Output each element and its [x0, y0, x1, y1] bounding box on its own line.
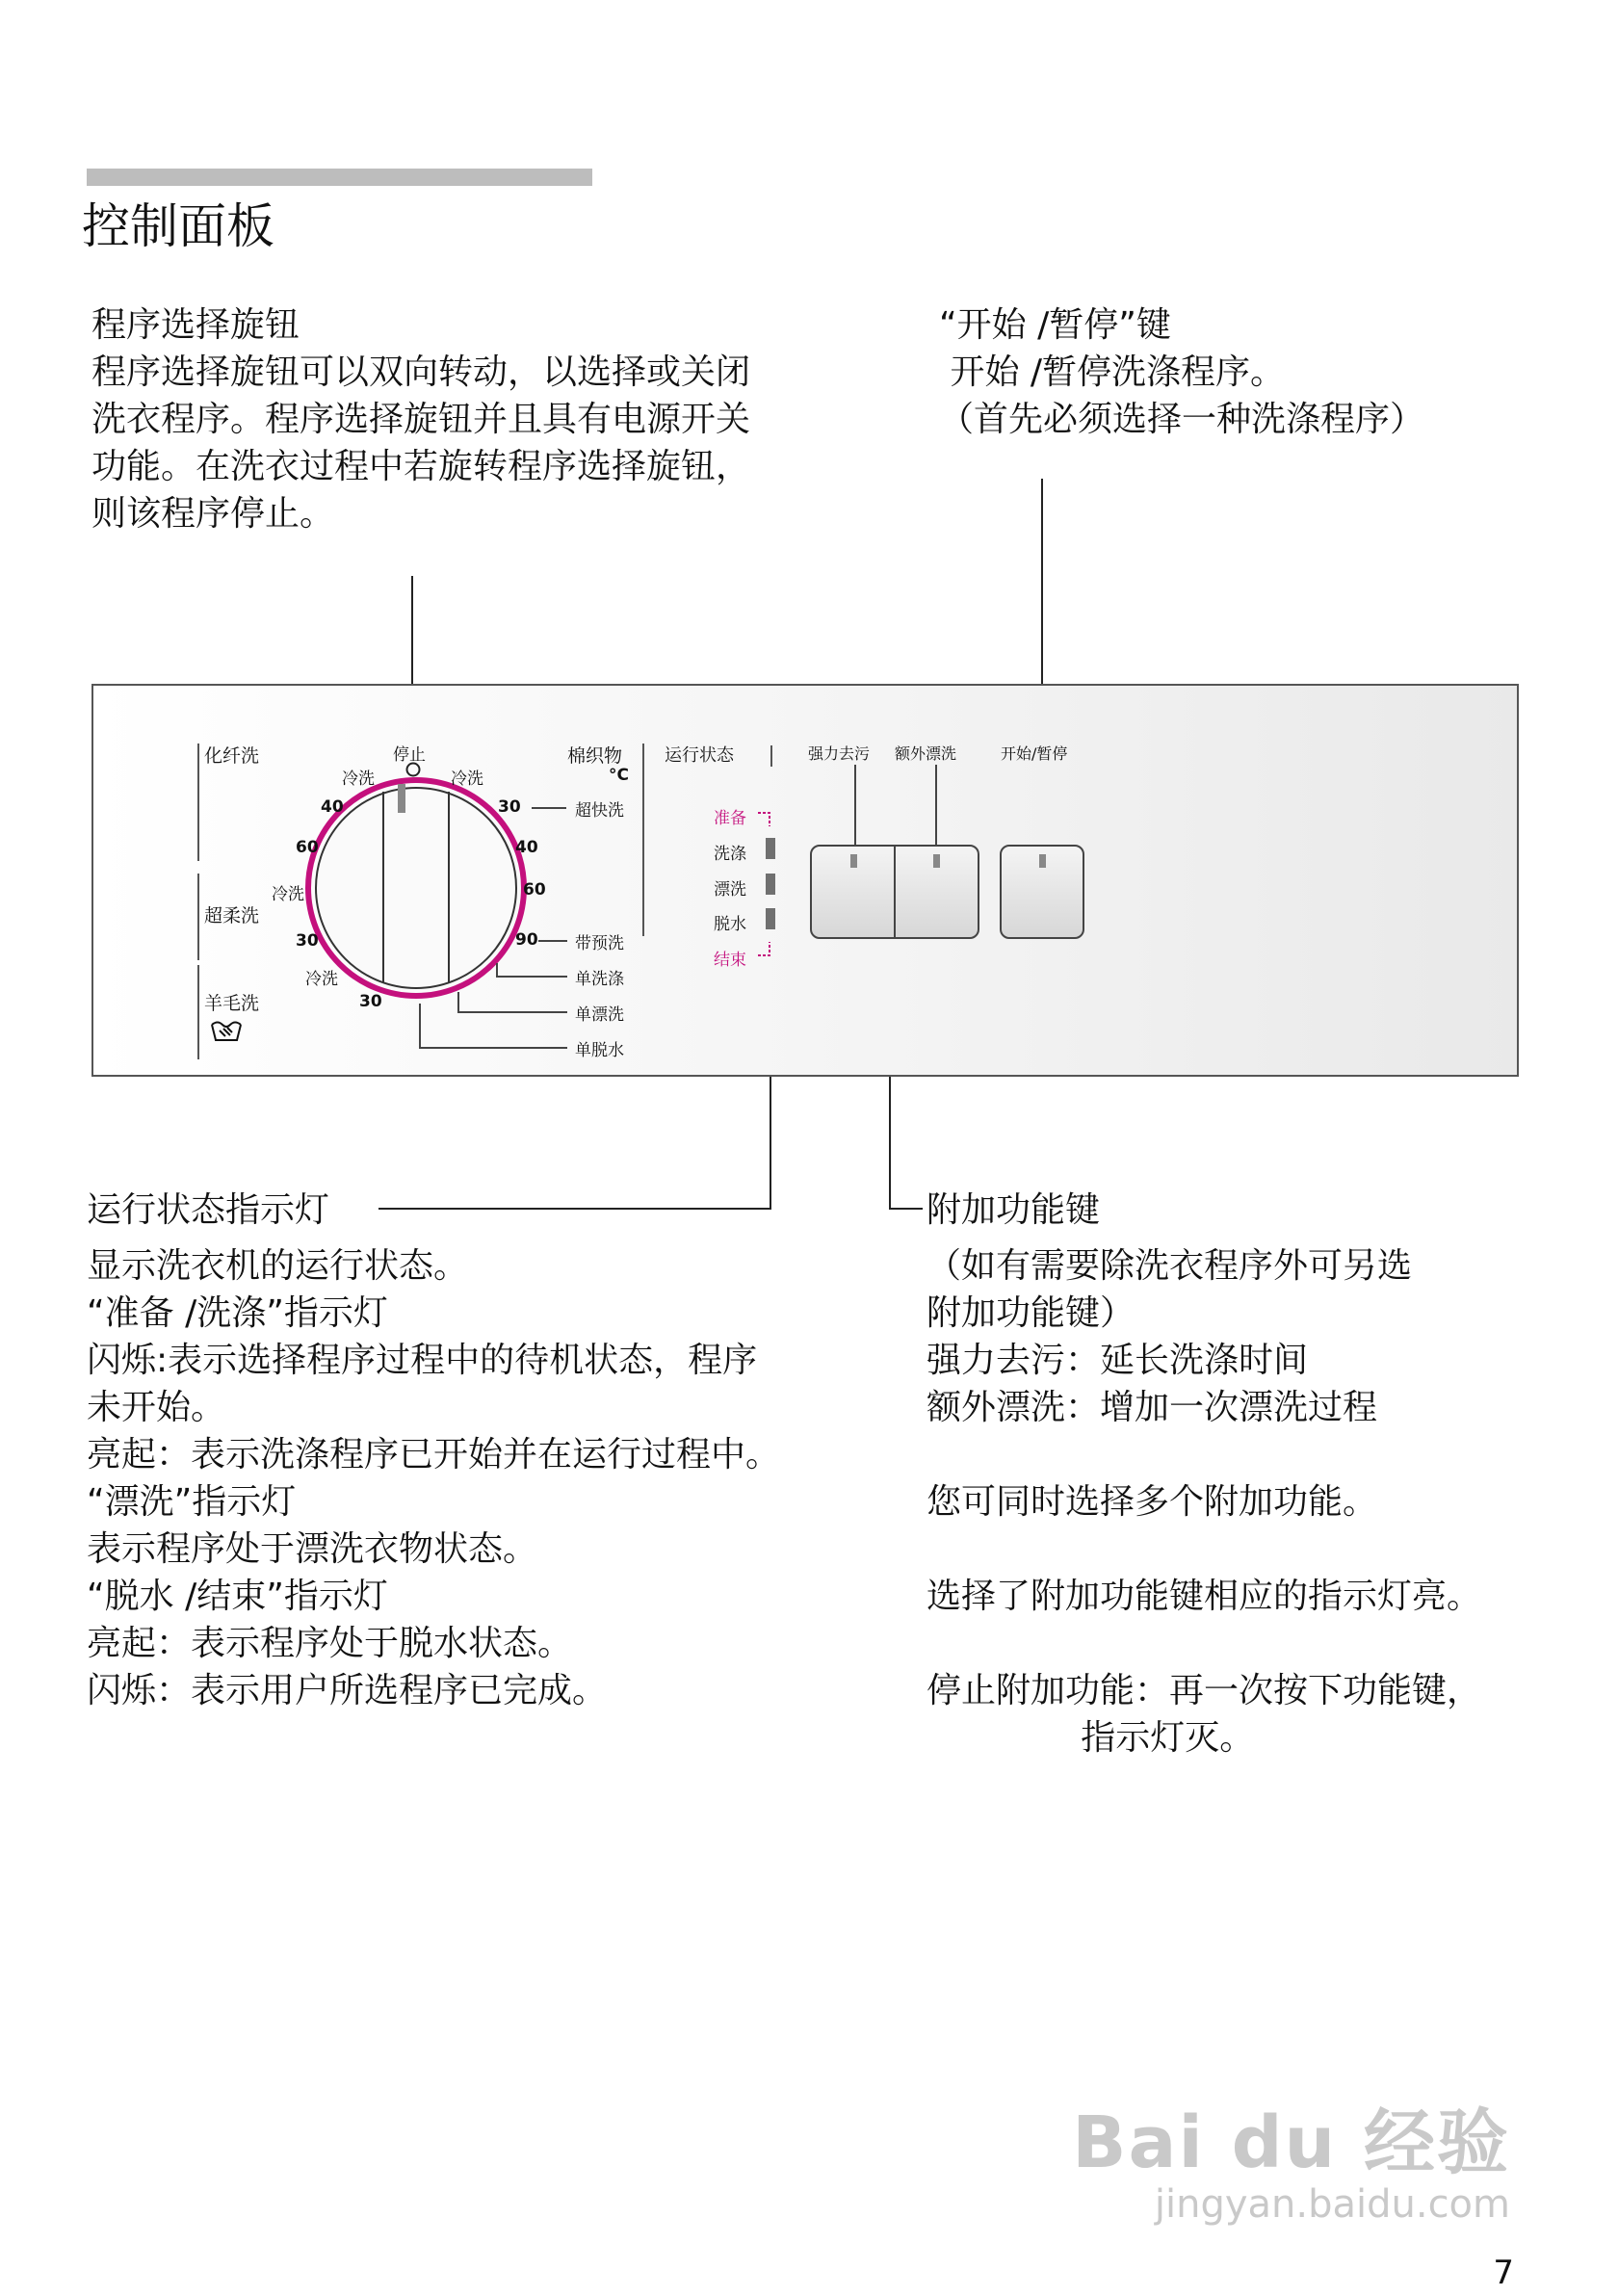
panel-divider	[642, 744, 644, 936]
status-indicator-line: 未开始。	[87, 1388, 226, 1427]
program-knob-line: 程序选择旋钮可以双向转动，以选择或关闭	[91, 352, 751, 392]
status-spin-label: 脱水	[714, 915, 746, 934]
program-knob-line: 洗衣程序。程序选择旋钮并且具有电源开关	[91, 400, 751, 439]
button-leader-line	[854, 765, 856, 853]
leader-line	[532, 807, 566, 809]
extra-function-line: 您可同时选择多个附加功能。	[926, 1482, 1378, 1522]
status-indicator-line: 显示洗衣机的运行状态。	[87, 1246, 469, 1286]
status-indicator-line: 闪烁:表示选择程序过程中的待机状态，程序	[87, 1341, 758, 1380]
page-number: 7	[1493, 2254, 1514, 2292]
start-pause-heading: “开始 /暂停”键	[939, 305, 1171, 345]
extra-function-line	[926, 1620, 1481, 1667]
stop-position-icon	[404, 761, 422, 778]
group-delicate: 超柔洗	[204, 905, 260, 926]
page-title: 控制面板	[82, 198, 274, 254]
start-pause-label: 开始/暂停	[1001, 744, 1068, 763]
extra-rinse-label: 额外漂洗	[895, 744, 957, 763]
button-leader-line	[935, 765, 937, 853]
status-callout-line-h	[378, 1208, 771, 1210]
status-indicator-heading: 运行状态指示灯	[87, 1190, 330, 1230]
extra-function-line: 选择了附加功能键相应的指示灯亮。	[926, 1577, 1482, 1616]
intensive-label: 强力去污	[808, 744, 871, 763]
hand-wash-icon	[209, 1015, 244, 1044]
panel-divider	[770, 745, 772, 767]
extra-rinse-indicator-light	[933, 854, 940, 868]
status-indicator-line: 亮起：表示程序处于脱水状态。	[87, 1624, 573, 1663]
extra-function-line: 强力去污：延长洗涤时间	[926, 1341, 1309, 1380]
header-bar	[87, 169, 592, 186]
start-pause-indicator-light	[1039, 854, 1046, 868]
watermark-url: jingyan.baidu.com	[1154, 2182, 1510, 2227]
extra-rinse-button[interactable]	[895, 847, 978, 937]
stop-label: 停止	[393, 745, 426, 765]
status-indicator-heading-wrap	[87, 1187, 329, 1234]
status-indicator-line: “漂洗”指示灯	[87, 1482, 297, 1522]
intensive-button[interactable]	[812, 847, 893, 937]
extra-function-heading: 附加功能键	[926, 1190, 1101, 1230]
status-indicator-line: 亮起：表示洗涤程序已开始并在运行过程中。	[87, 1435, 781, 1474]
cold-wash-label: 冷洗	[272, 885, 304, 904]
program-label: 单洗涤	[575, 970, 624, 989]
temp-label: 60	[523, 880, 546, 900]
extra-function-description	[926, 1242, 1481, 1761]
spin-indicator-light	[766, 908, 775, 929]
rinse-indicator-light	[766, 874, 775, 895]
temp-label: 40	[321, 797, 344, 817]
intensive-indicator-light	[850, 854, 857, 868]
group-divider	[197, 874, 199, 960]
extra-function-line: 停止附加功能：再一次按下功能键，	[926, 1671, 1482, 1710]
leader-line	[419, 1004, 421, 1048]
leader-line	[457, 992, 459, 1012]
program-label: 单脱水	[575, 1041, 624, 1060]
status-indicator-line: “脱水 /结束”指示灯	[87, 1577, 388, 1616]
leader-line	[496, 976, 567, 978]
wash-indicator-light	[766, 838, 775, 859]
program-label: 超快洗	[575, 801, 624, 821]
leader-line	[457, 1011, 567, 1013]
status-indicator-line: 闪烁：表示用户所选程序已完成。	[87, 1671, 608, 1710]
status-ready-label: 准备	[714, 809, 746, 828]
celsius-label: °C	[609, 766, 629, 785]
status-end-label: 结束	[714, 951, 746, 970]
status-rinse-label: 漂洗	[714, 880, 746, 900]
program-label: 带预洗	[575, 934, 624, 953]
extra-function-line	[926, 1431, 1481, 1478]
extra-function-line: （如有需要除洗衣程序外可另选	[926, 1246, 1413, 1286]
extra-function-line: 附加功能键）	[926, 1293, 1135, 1333]
program-knob-line: 则该程序停止。	[91, 494, 335, 534]
cold-wash-label: 冷洗	[451, 770, 483, 789]
watermark-logo: Bai du 经验	[1072, 2101, 1510, 2184]
program-label: 单漂洗	[575, 1005, 624, 1025]
program-knob-line: 功能。在洗衣过程中若旋转程序选择旋钮，	[91, 447, 751, 486]
extra-function-line: 指示灯灭。	[926, 1718, 1255, 1758]
start-pause-description	[939, 301, 1424, 443]
program-knob-heading: 程序选择旋钮	[91, 305, 300, 345]
group-divider	[197, 744, 199, 861]
start-pause-callout-line	[1041, 479, 1043, 708]
start-pause-line: 开始 /暂停洗涤程序。	[939, 352, 1286, 392]
leader-line	[496, 963, 498, 977]
temp-label: 90	[515, 930, 538, 950]
leader-line	[419, 1047, 567, 1049]
cold-wash-label: 冷洗	[305, 970, 338, 989]
extra-function-line: 额外漂洗：增加一次漂洗过程	[926, 1388, 1378, 1427]
cold-wash-label: 冷洗	[342, 770, 375, 789]
start-pause-line: （首先必须选择一种洗涤程序）	[939, 400, 1425, 439]
group-cotton: 棉织物	[567, 745, 623, 767]
status-indicator-line: 表示程序处于漂洗衣物状态。	[87, 1529, 538, 1569]
status-wash-label: 洗涤	[714, 845, 746, 864]
temp-label: 60	[296, 838, 319, 857]
group-divider	[197, 965, 199, 1059]
temp-label: 30	[359, 992, 382, 1011]
temp-label: 40	[515, 838, 538, 857]
status-title: 运行状态	[665, 745, 734, 766]
start-pause-button[interactable]	[1000, 845, 1084, 939]
extra-function-line	[926, 1526, 1481, 1573]
program-knob-description	[91, 301, 750, 537]
temp-label: 30	[296, 931, 319, 951]
group-synthetic: 化纤洗	[204, 745, 260, 767]
watermark	[1072, 2101, 1510, 2228]
status-indicator-line: “准备 /洗涤”指示灯	[87, 1293, 388, 1333]
extra-function-heading-wrap	[926, 1187, 1100, 1234]
status-indicator-description	[87, 1242, 780, 1714]
extra-callout-line-h	[889, 1208, 923, 1210]
leader-line	[538, 940, 567, 942]
group-wool: 羊毛洗	[204, 993, 260, 1014]
control-panel	[91, 684, 1519, 1077]
temp-label: 30	[498, 797, 521, 817]
